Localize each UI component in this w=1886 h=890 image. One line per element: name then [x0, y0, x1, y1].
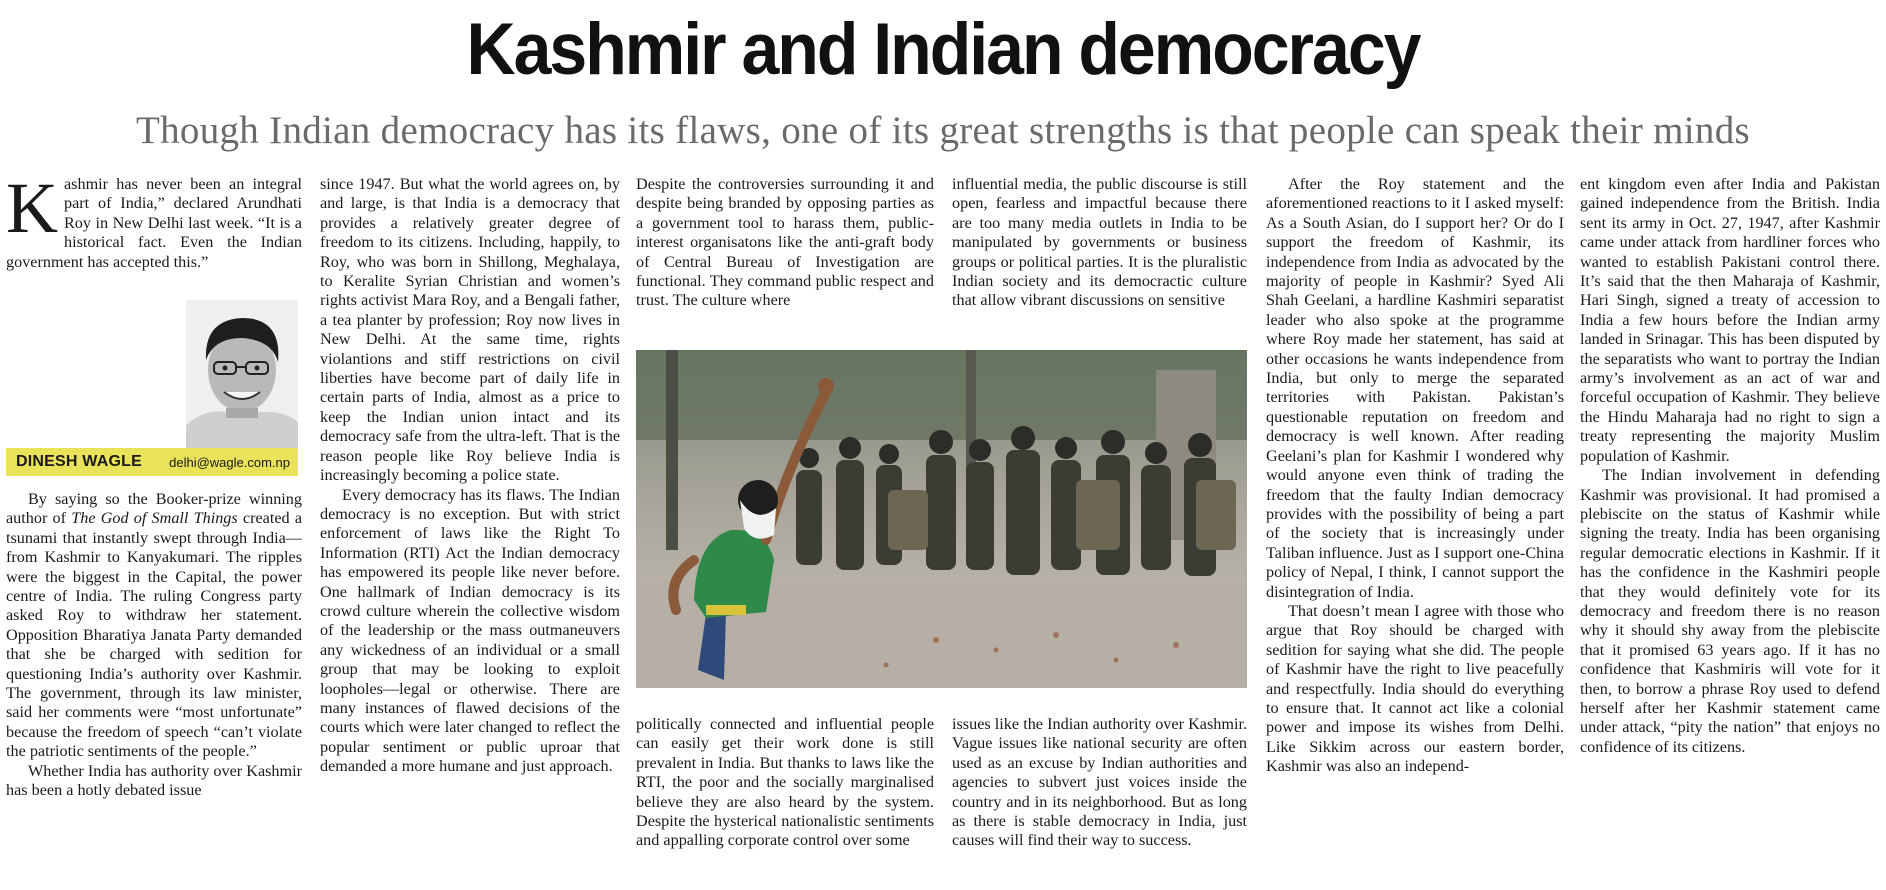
author-email[interactable]: delhi@wagle.com.np	[169, 455, 290, 470]
column-6	[1580, 175, 1880, 887]
column-1-lead	[6, 175, 302, 295]
paragraph: Every democracy has its flaws. The Indian democracy is no exception. But with strict enforcement of laws like the Right To Information (RTI) Act the Indian democracy has empowered its people like never before. One hallmark of Indian democracy is its crowd culture wherein the collective wisdom of the leadership or the mass outmaneuvers any wickedness of an individual or a small group that may be looking to exploit loopholes—legal or otherwise. There are many instances of flawed decisions of the courts which were later changed to reflect the popular sentiment or public uproar that demanded a more humane and just approach.	[320, 485, 620, 776]
column-5	[1266, 175, 1564, 887]
paragraph: After the Roy statement and the aforementioned reactions to it I asked myself: As a South Asian, do I support her? Or do I support the freedom of Kashmir, its independence from India as advocated by the majority of people in Kashmir? Syed Ali Shah Geelani, a hardline Kashmiri separatist leader who also spoke at the programme where Roy made her statement, has said at other occasions he wants independence from India, but only to merge the separated territories with Pakistan. Pakistan’s questionable reputation on freedom and democracy is well known. After reading Geelani’s plan for Kashmir I wondered why would anyone even think of trading the freedom that the faulty Indian democracy provides with the possibility of being a part of the society that is increasingly under Taliban influence. Just as I support one-China policy of Nepal, I think, I cannot support the disintegration of India.	[1266, 175, 1564, 601]
lead-text: ashmir has never been an integral part of India,” declared Arundhati Roy in New Delhi last week. “It is a historical fact. Even the Indian government has accepted this.”	[6, 175, 302, 271]
author-portrait-icon	[186, 300, 298, 448]
paragraph	[6, 490, 302, 762]
protest-scene-icon	[636, 350, 1247, 688]
paragraph: Despite the controversies surrounding it and despite being branded by opposing parties as a government tool to harass them, public-interest organisatons like the anti-graft body of Central Bureau of Investigation are functional. They command public respect and trust. The culture where	[636, 175, 934, 310]
protest-photo	[636, 350, 1247, 688]
paragraph: influential media, the public discourse is still open, fearless and impactful because there are too many media outlets in India to be manipulated by governments or business groups or political parties. It is the pluralistic Indian society and its democractic culture that allow vibrant discussions on sensitive	[952, 175, 1247, 310]
column-4-bottom	[952, 715, 1247, 887]
text-run: By saying so the Booker-prize winning author of	[6, 490, 302, 528]
subheadline: Though Indian democracy has its flaws, one of its great strengths is that people can speak their minds	[135, 109, 1751, 152]
paragraph: since 1947. But what the world agrees on, by and large, is that India is a democracy that provides a relatively greater degree of freedom to its citizens. Including, happily, to Roy, who was born in Shillong, Meghalaya, to Keralite Syrian Christian and women’s rights activist Mara Roy, and a Bengali father, a tea planter by profession; Roy now lives in New Delhi. At the same time, rights violantions and stiff restrictions on civil liberties have become part of daily life in certain parts of India, almost as a price to keep the Indian union intact and its democracy safe from the ultra-left. That is the reason people like Roy believe India is increasingly becoming a police state.	[320, 175, 620, 485]
paragraph: That doesn’t mean I agree with those who argue that Roy should be charged with sedition for saying what she did. The people of Kashmir have the right to live peacefully and respectfully. India should do everything to ensure that. It cannot act like a colonial power and impose its wishes from Delhi. Like Sikkim across our eastern border, Kashmir was also an independ-	[1266, 601, 1564, 776]
paragraph: The Indian involvement in defending Kashmir was provisional. It had promised a plebiscite on the status of Kashmir while signing the treaty. India has been organising regular democratic elections in Kashmir. If it has the confidence in the Kashmiri people that they would definitely vote for its democracy and freedom there is no reason why it should shy away from the plebiscite that it promised 63 years ago. If it has no confidence that Kashmiris will vote for it then, to borrow a phrase Roy used to defend herself after her Kashmir statement came under attack, “pity the nation” that enjoys no confidence of its citizens.	[1580, 466, 1880, 756]
column-4-top	[952, 175, 1247, 335]
drop-cap: K	[6, 175, 58, 248]
column-3-top	[636, 175, 934, 335]
paragraph: Whether India has authority over Kashmir has been a hotly debated issue	[6, 761, 302, 800]
author-photo	[186, 300, 298, 448]
column-2	[320, 175, 620, 887]
column-1-body	[6, 490, 302, 887]
book-title: The God of Small Things	[71, 509, 238, 528]
lead-paragraph	[6, 175, 302, 272]
paragraph: ent kingdom even after India and Pakistan gained independence from the British. India sent its army in Oct. 27, 1947, after Kashmir came under attack from hardliner forces who wanted to establish Pakistani control there. It’s said that the then Maharaja of Kashmir, Hari Singh, signed a treaty of accession to India a few hours before the Indian army landed in Srinagar. This has been disputed by the separatists who want to portray the Indian army’s involvement as an act of war and forceful occupation of Kashmir. They believe the Hindu Maharaja had no right to sign a treaty representing the majority Muslim population of Kashmir.	[1580, 175, 1880, 465]
paragraph: politically connected and influential people can easily get their work done is still prevalent in India. But thanks to laws like the RTI, the poor and the socially marginalised believe they are also heard by the system. Despite the hysterical nationalistic sentiments and appalling corporate control over some	[636, 715, 934, 850]
author-name: DINESH WAGLE	[16, 453, 142, 470]
byline-bar	[6, 448, 298, 476]
headline: Kashmir and Indian democracy	[466, 7, 1420, 91]
paragraph: issues like the Indian authority over Kashmir. Vague issues like national security are often used as an excuse by Indian authorities and agencies to subvert just voices inside the country and in its neighborhood. But as long as there is stable democracy in India, just causes will find their way to success.	[952, 715, 1247, 850]
text-run: created a tsunami that instantly swept through India—from Kashmir to Kanyakumari. The ripples were the biggest in the Capital, the power centre of India. The ruling Congress party asked Roy to withdraw her statement. Opposition Bharatiya Janata Party demanded that she be charged with sedition for questioning India’s authority over Kashmir. The government, through its law minister, said her comments were “most unfortunate” because the freedom of speech “can’t violate the patriotic sentiments of the people.”	[6, 509, 302, 761]
column-3-bottom	[636, 715, 934, 887]
